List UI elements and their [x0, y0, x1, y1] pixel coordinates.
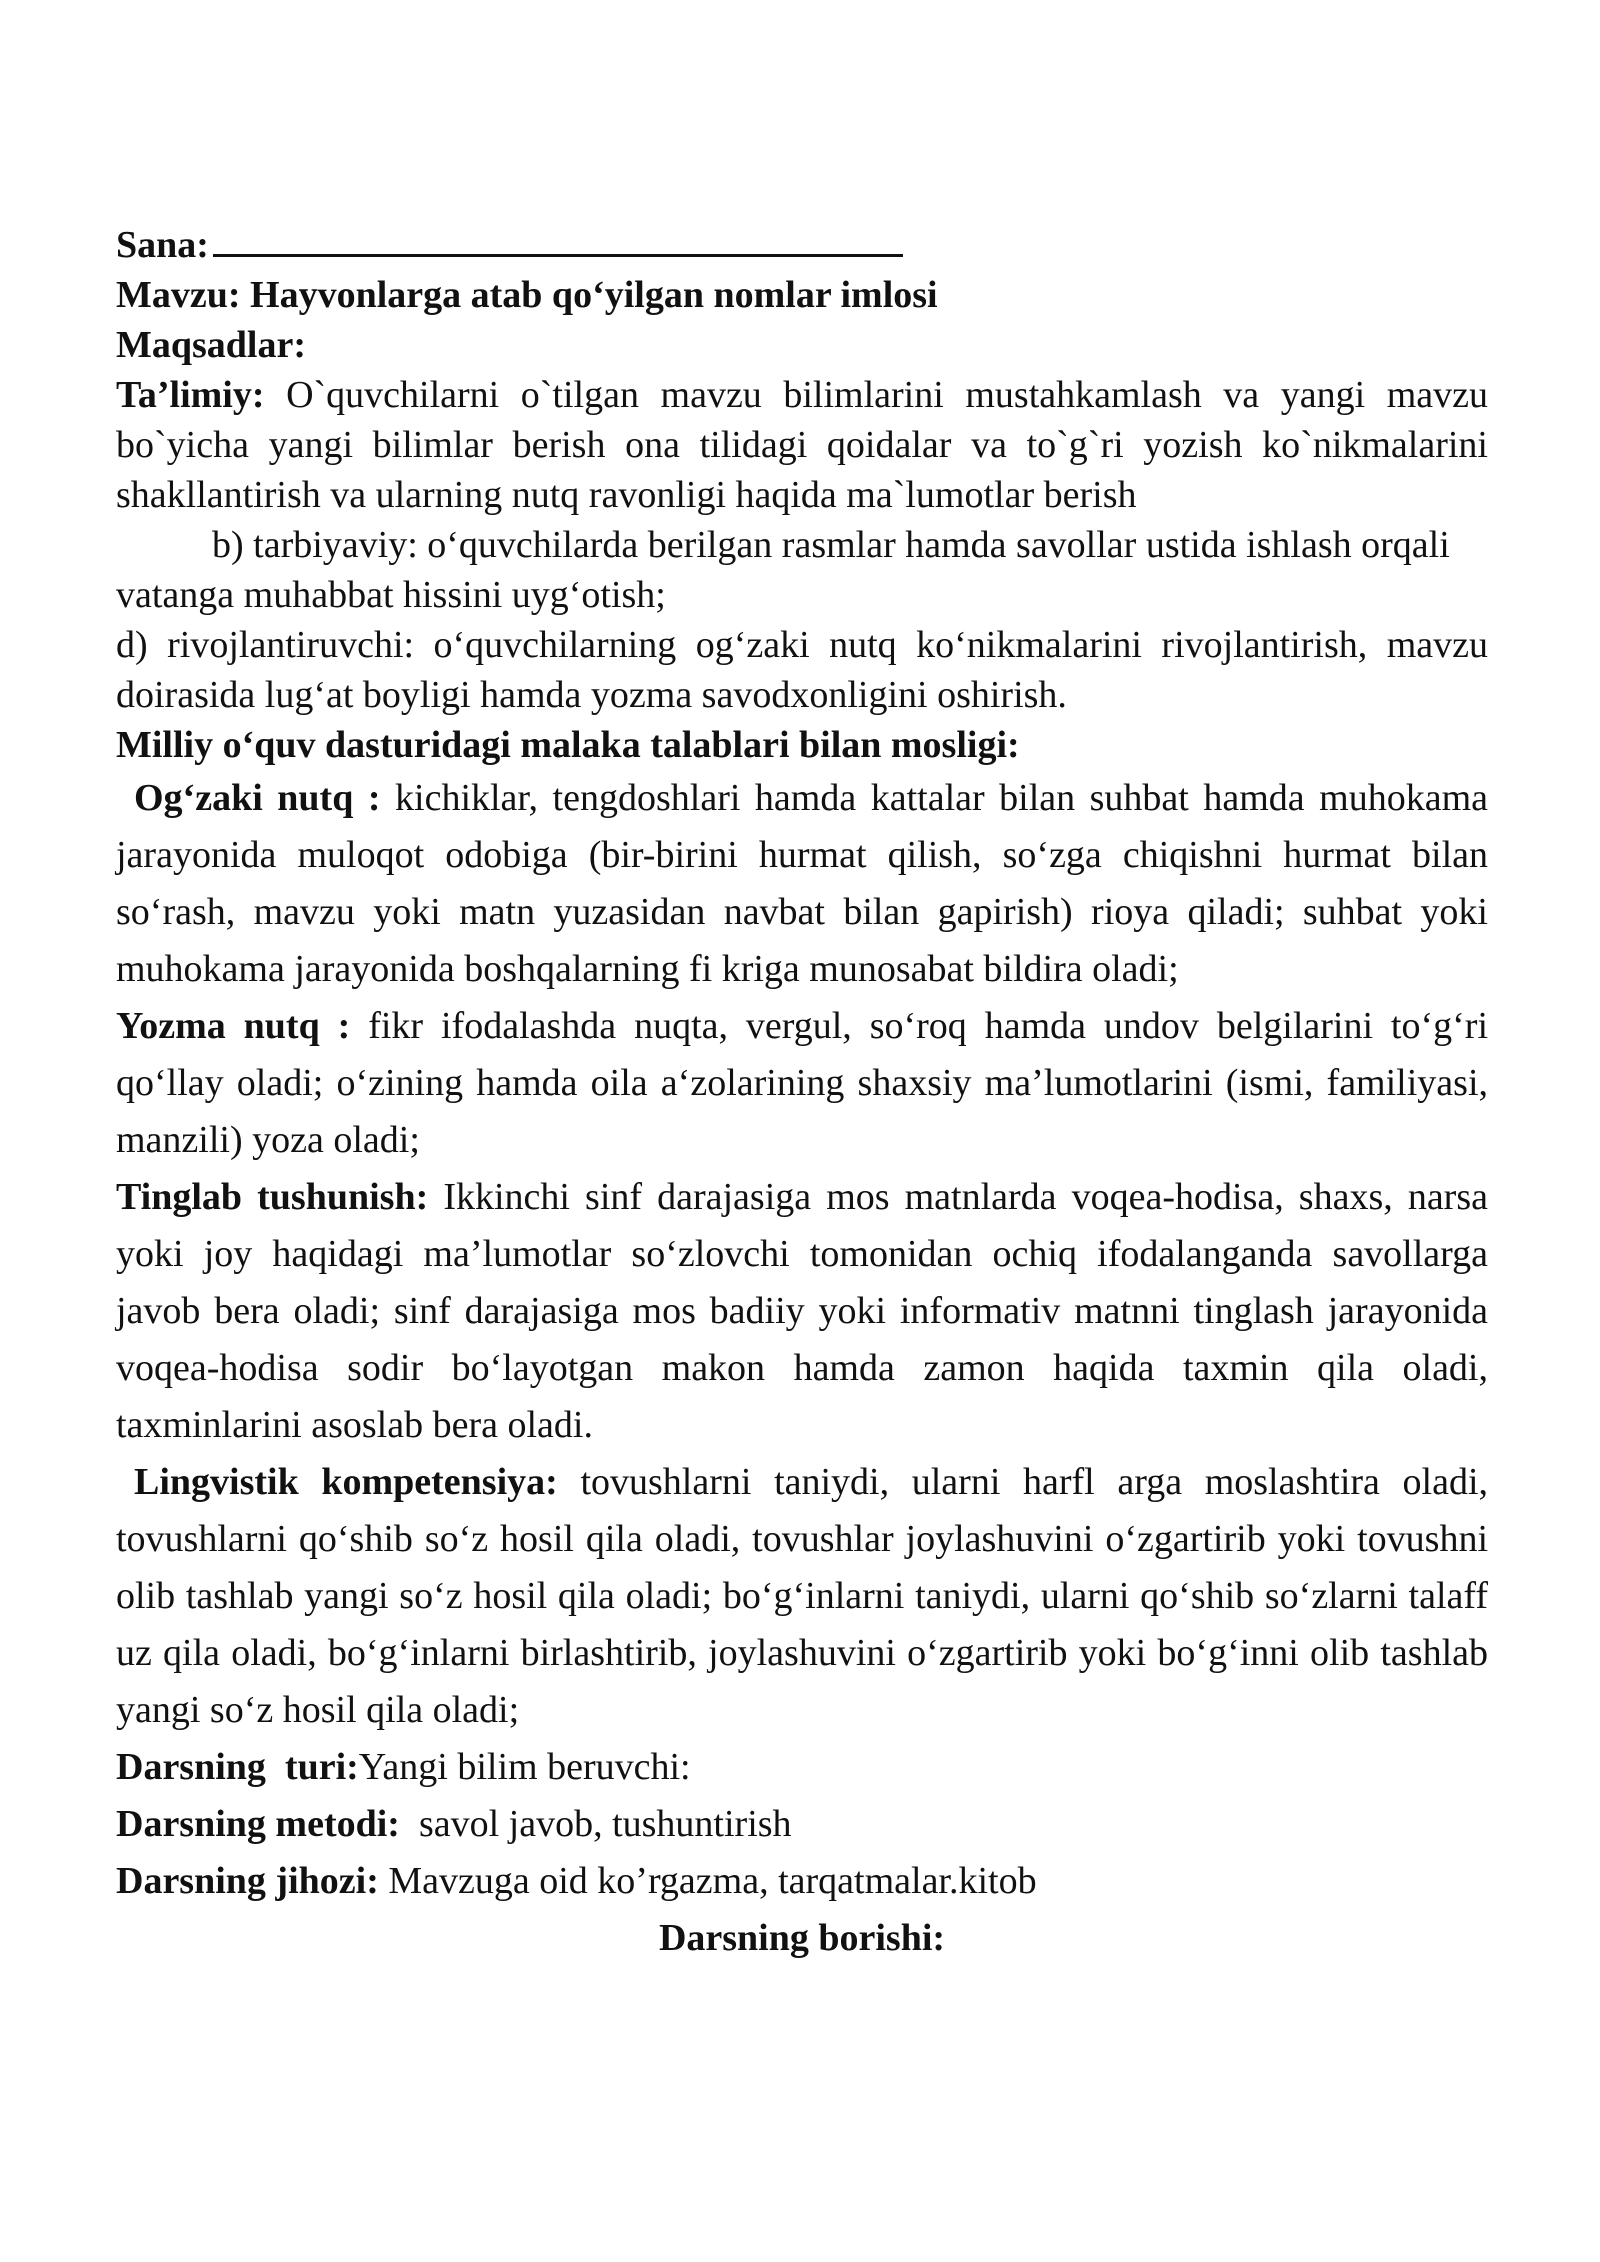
talimiy-label: Ta’limiy:: [116, 374, 265, 416]
darsning-turi-label: Darsning turi:: [116, 1746, 359, 1788]
maqsadlar-heading: [116, 320, 1488, 370]
rivojlantiruvchi-paragraph: d) rivojlantiruvchi: o‘quvchilarning og‘zaki nutq ko‘nikmalarini rivojlantirish, mavzu doirasida lug‘at boyligi hamda yozma savodxonligini oshirish.: [116, 624, 1488, 716]
darsning-borishi-heading: [116, 1910, 1488, 1967]
darsning-metodi-label: Darsning metodi:: [116, 1803, 400, 1845]
darsning-turi-line: [116, 1739, 1488, 1796]
mavzu-line: [116, 270, 1488, 320]
darsning-turi-value: Yangi bilim beruvchi:: [358, 1746, 691, 1788]
tarbiyaviy-paragraph: b) tarbiyaviy: o‘quvchilarda berilgan rasmlar hamda savollar ustida ishlash orqali vatanga muhabbat hissini uyg‘otish;: [116, 524, 1450, 616]
mavzu-label: Mavzu:: [116, 274, 241, 316]
yozma-label: Yozma nutq :: [116, 1005, 351, 1047]
tinglab-text: Ikkinchi sinf darajasiga mos matnlarda voqea-hodisa, shaxs, narsa yoki joy haqidagi ma’lumotlar so‘zlovchi tomonidan ochiq ifodalanganda savollarga javob bera oladi; sinf darajasiga mos badiiy yoki informativ matnni tinglash jarayonida voqea-hodisa sodir bo‘layotgan makon hamda zamon haqida taxmin qila oladi, taxminlarini asoslab bera oladi.: [116, 1176, 1488, 1446]
ogzaki-label: Og‘zaki nutq :: [134, 777, 381, 819]
lingvistik-text: tovushlarni taniydi, ularni harfl arga moslashtira oladi, tovushlarni qo‘shib so‘z hosil qila oladi, tovushlar joylashuvini o‘zgartirib yoki tovushni olib tashlab yangi so‘z hosil qila oladi; bo‘g‘inlarni taniydi, ularni qo‘shib so‘zlarni talaff uz qila oladi, bo‘g‘inlarni birlashtirib, joylashuvini o‘zgartirib yoki bo‘g‘inni olib tashlab yangi so‘z hosil qila oladi;: [116, 1461, 1489, 1731]
mavzu-value: Hayvonlarga atab qo‘yilgan nomlar imlosi: [250, 274, 938, 316]
talimiy-paragraph: [116, 370, 1488, 520]
darsning-jihozi-label: Darsning jihozi:: [116, 1860, 379, 1902]
yozma-text: fikr ifodalashda nuqta, vergul, so‘roq hamda undov belgilarini to‘g‘ri qo‘llay oladi; o‘zining hamda oila a‘zolarining shaxsiy ma’lumotlarini (ismi, familiyasi, manzili) yoza oladi;: [116, 1005, 1489, 1161]
darsning-borishi-text: Darsning borishi:: [658, 1917, 946, 1959]
maqsadlar-label: Maqsadlar:: [116, 324, 306, 366]
ogzaki-paragraph: [116, 770, 1488, 998]
darsning-metodi-line: [116, 1796, 1488, 1853]
darsning-jihozi-line: [116, 1853, 1488, 1910]
darsning-metodi-value: savol javob, tushuntirish: [399, 1803, 792, 1845]
standards-heading-text: Milliy o‘quv dasturidagi malaka talablari bilan mosligi:: [116, 724, 1020, 766]
tinglab-label: Tinglab tushunish:: [116, 1176, 429, 1218]
tinglab-paragraph: [116, 1169, 1488, 1454]
lingvistik-label: Lingvistik kompetensiya:: [134, 1461, 558, 1503]
standards-heading: [116, 720, 1488, 770]
yozma-paragraph: [116, 998, 1488, 1169]
sana-label: Sana:: [116, 224, 209, 266]
talimiy-text: O`quvchilarni o`tilgan mavzu bilimlarini mustahkamlash va yangi mavzu bo`yicha yangi bilimlar berish ona tilidagi qoidalar va to`g`ri yozish ko`nikmalarini shakllantirish va ularning nutq ravonligi haqida ma`lumotlar berish: [116, 374, 1488, 516]
lingvistik-paragraph: [116, 1454, 1488, 1739]
lesson-plan-page: [116, 218, 1488, 1967]
sana-line: [116, 218, 1488, 270]
darsning-jihozi-value: Mavzuga oid ko’rgazma, tarqatmalar.kitob: [378, 1860, 1037, 1902]
sana-blank: [213, 218, 903, 257]
ogzaki-text: kichiklar, tengdoshlari hamda kattalar bilan suhbat hamda muhokama jarayonida muloqot odobiga (bir-birini hurmat qilish, so‘zga chiqishni hurmat bilan so‘rash, mavzu yoki matn yuzasidan navbat bilan gapirish) rioya qiladi; suhbat yoki muhokama jarayonida boshqalarning fi kriga munosabat bildira oladi;: [116, 777, 1489, 990]
